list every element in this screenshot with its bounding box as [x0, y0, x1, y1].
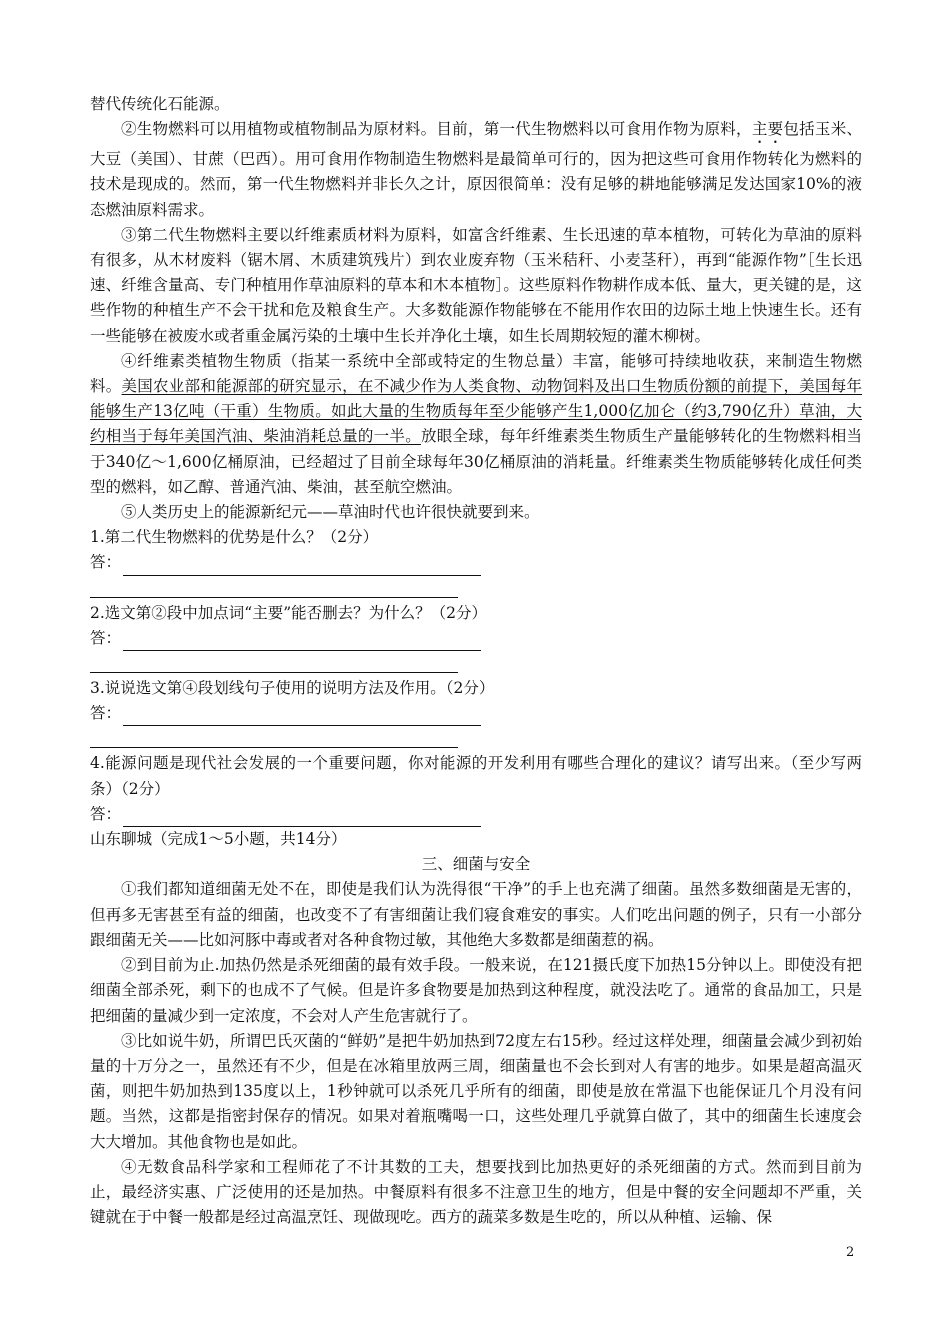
paragraph-2 [90, 117, 862, 223]
paragraph-2-start: ②生物燃料可以用植物或植物制品为原材料。目前，第一代生物燃料以可食用作物为原料， [121, 120, 752, 139]
paragraph-intro-tail: 替代传统化石能源。 [90, 95, 230, 113]
answer-row-3 [90, 701, 862, 726]
section-paragraph-4: ④无数食品科学家和工程师花了不计其数的工夫，想要找到比加热更好的杀死细菌的方式。然而到目前为止，最经济实惠、广泛使用的还是加热。中餐原料有很多不注意卫生的地方，但是中餐的安全问题却不严重，关键就在于中餐一般都是经过高温烹饪、现做现吃。西方的蔬菜多数是生吃的，所以从种植、运输、保 [90, 1157, 862, 1227]
question-4: 4.能源问题是现代社会发展的一个重要问题，你对能源的开发利用有哪些合理化的建议？请写出来。（至少写两条）（2分） [90, 754, 862, 798]
section-source: 山东聊城（完成1～5小题，共14分） [90, 830, 347, 849]
answer-blank-line[interactable] [90, 576, 458, 598]
answer-row-4 [90, 802, 862, 827]
paragraph-3: ③第二代生物燃料主要以纤维素质材料为原料，如富含纤维素、生长迅速的草本植物，可转化为草油的原料有很多，从木材废料（锯木屑、木质建筑残片）到农业废弃物（玉米秸秆、小麦茎秆），再到“能源作物”［生长迅速、纤维含量高、专门种植用作草油原料的草本和木本植物］。这些原料作物耕作成本低、量大，更关键的是，这些作物的种植生产不会干扰和危及粮食生产。大多数能源作物能够在不能用作农田的边际土地上快速生长。还有一些能够在被废水或者重金属污染的土壤中生长并净化土壤，如生长周期较短的灌木柳树。 [90, 225, 862, 345]
answer-line[interactable] [123, 632, 481, 651]
question-2: 2.选文第②段中加点词“主要”能否删去？为什么？（2分） [90, 603, 488, 622]
paragraph-4-end: 放眼全球，每年纤维素类生物质生产量能够转化的生物燃料相当于340亿～1,600亿桶原油，已经超过了目前全球每年30亿桶原油的消耗量。纤维素类生物质能够转化成任何类型的燃料，如乙醇、普通汽油、柴油，甚至航空燃油。 [90, 427, 862, 496]
paragraph-2-rest: 包括玉米、大豆（美国）、甘蔗（巴西）。用可食用作物制造生物燃料是最简单可行的，因为把这些可食用作物转化为燃料的技术是现成的。然而，第一代生物燃料并非长久之计，原因很简单：没有足够的耕地能够满足发达国家10%的液态燃油原料需求。 [90, 120, 862, 219]
dotted-keyword: 主要 [751, 120, 784, 139]
section-paragraph-1: ①我们都知道细菌无处不在，即使是我们认为洗得很“干净”的手上也充满了细菌。虽然多数细菌是无害的，但再多无害甚至有益的细菌，也改变不了有害细菌让我们寝食难安的事实。人们吃出问题的例子，只有一小部分跟细菌无关——比如河豚中毒或者对各种食物过敏，其他绝大多数都是细菌惹的祸。 [90, 880, 862, 949]
answer-label: 答： [90, 628, 122, 647]
answer-label: 答： [90, 804, 122, 823]
answer-line[interactable] [123, 808, 481, 827]
section-title: 三、细菌与安全 [421, 855, 531, 874]
answer-line[interactable] [123, 557, 481, 576]
answer-label: 答： [90, 553, 122, 572]
paragraph-4-start: ④纤维素类植物生物质（指某一系统中全部或特定的生物总量）丰富，能够可持续地收获，来制造生物燃料。 [90, 351, 862, 396]
section-paragraph-3: ③比如说牛奶，所谓巴氏灭菌的“鲜奶”是把牛奶加热到72度左右15秒。经过这样处理，细菌量会减少到初始量的十万分之一，虽然还有不少，但是在冰箱里放两三周，细菌量也不会长到对人有害的地步。如果是超高温灭菌，则把牛奶加热到135度以上，1秒钟就可以杀死几乎所有的细菌，即使是放在常温下也能保证几个月没有问题。当然，这都是指密封保存的情况。如果对着瓶嘴喝一口，这些处理几乎就算白做了，其中的细菌生长速度会大大增加。其他食物也是如此。 [90, 1031, 862, 1151]
document-page [90, 92, 862, 1230]
answer-blank-line[interactable] [90, 651, 458, 673]
section-paragraph-2: ②到目前为止.加热仍然是杀死细菌的最有效手段。一般来说，在121摄氏度下加热15分钟以上。即使没有把细菌全部杀死，剩下的也成不了气候。但是许多食物要是加热到这种程度，就没法吃了。通常的食品加工，只是把细菌的量减少到一定浓度，不会对人产生危害就行了。 [90, 956, 862, 1025]
answer-row-2 [90, 626, 862, 651]
answer-line[interactable] [123, 707, 481, 726]
answer-label: 答： [90, 704, 122, 723]
question-1: 1.第二代生物燃料的优势是什么？（2分） [90, 528, 379, 547]
paragraph-4 [90, 349, 862, 500]
answer-row-1 [90, 550, 862, 575]
page-number: 2 [846, 1245, 855, 1260]
paragraph-5: ⑤人类历史上的能源新纪元——草油时代也许很快就要到来。 [121, 503, 540, 522]
question-3: 3.说说选文第④段划线句子使用的说明方法及作用。（2分） [90, 679, 495, 698]
answer-blank-line[interactable] [90, 726, 458, 748]
underlined-sentence: 美国农业部和能源部的研究显示，在不减少作为人类食物、动物饲料及出口生物质份额的前提下，美国每年能够生产13亿吨（干重）生物质。如此大量的生物质每年至少能够产生1,000亿加仑（约3,790亿升）草油，大约相当于每年美国汽油、柴油消耗总量的一半。 [90, 377, 862, 446]
